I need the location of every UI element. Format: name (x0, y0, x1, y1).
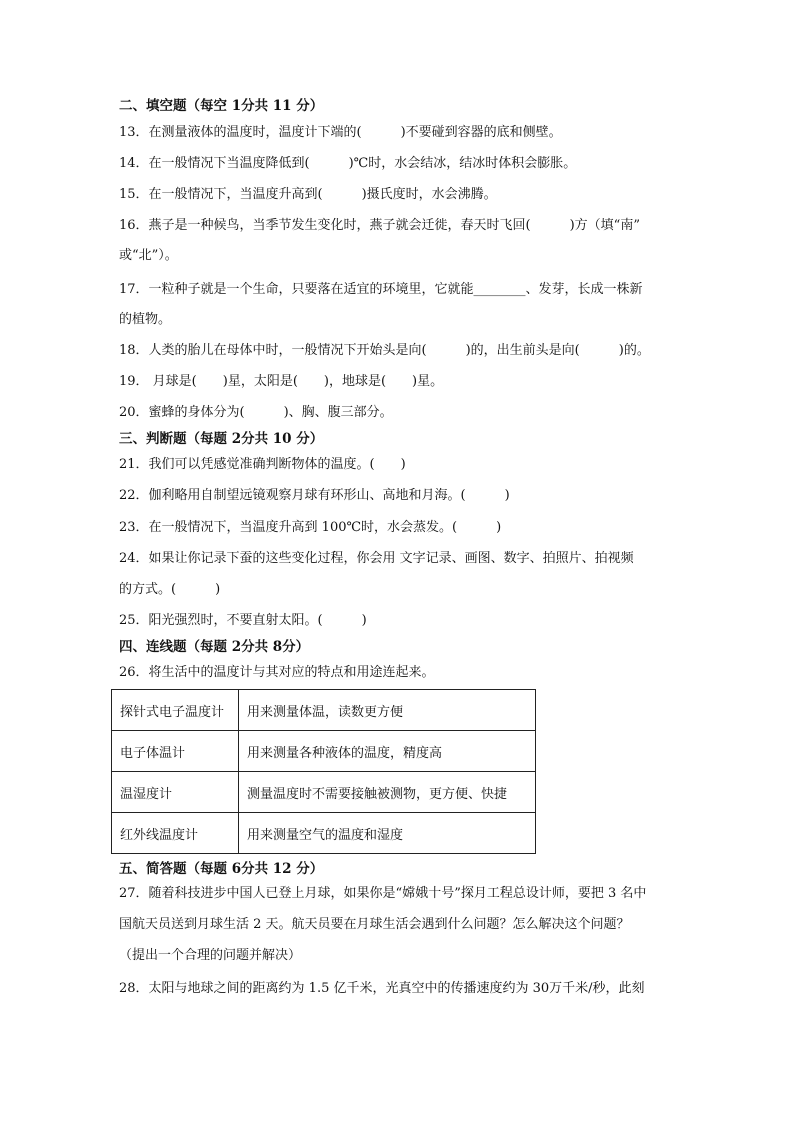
question-24-line1: 24．如果让你记录下蚕的这些变化过程，你会用 文字记录、画图、数字、拍照片、拍视频 (119, 551, 634, 566)
thermometer-name: 温湿度计 (112, 772, 239, 813)
section-heading-matching: 四、连线题（每题 2分共 8分） (119, 639, 310, 655)
question-17-line2: 的植物。 (119, 312, 172, 327)
question-23: 23．在一般情况下，当温度升高到 100℃时，水会蒸发。( ) (119, 520, 502, 535)
question-17-line1: 17．一粒种子就是一个生命，只要落在适宜的环境里，它就能________、发芽，长成一株新 (119, 282, 643, 297)
question-15: 15．在一般情况下，当温度升高到( )摄氏度时，水会沸腾。 (119, 187, 497, 202)
table-row (112, 731, 536, 772)
question-22: 22．伽利略用自制望远镜观察月球有环形山、高地和月海。( ) (119, 488, 510, 503)
section-heading-fill-blank: 二、填空题（每空 1分共 11 分） (119, 98, 324, 114)
thermometer-use: 用来测量体温，读数更方便 (239, 690, 536, 731)
question-27-line2: 国航天员送到月球生活 2 天。航天员要在月球生活会遇到什么问题？怎么解决这个问题？ (119, 917, 630, 932)
thermometer-use: 用来测量各种液体的温度，精度高 (239, 731, 536, 772)
thermometer-use: 用来测量空气的温度和湿度 (239, 813, 536, 854)
question-13: 13．在测量液体的温度时，温度计下端的( )不要碰到容器的底和侧壁。 (119, 125, 562, 140)
thermometer-use: 测量温度时不需要接触被测物，更方便、快捷 (239, 772, 536, 813)
question-16-line2: 或“北”）。 (119, 248, 178, 263)
question-18: 18．人类的胎儿在母体中时，一般情况下开始头是向( )的，出生前头是向( )的。 (119, 343, 650, 358)
question-16-line1: 16．燕子是一种候鸟，当季节发生变化时，燕子就会迁徙，春天时飞回( )方（填“南” (119, 218, 640, 233)
table-row (112, 690, 536, 731)
question-24-line2: 的方式。( ) (119, 582, 221, 597)
matching-table (111, 689, 536, 854)
table-row (112, 772, 536, 813)
section-heading-true-false: 三、判断题（每题 2分共 10 分） (119, 431, 324, 447)
question-28-line1: 28．太阳与地球之间的距离约为 1.5 亿千米，光真空中的传播速度约为 30万千米/秒，此刻 (119, 981, 645, 996)
question-19: 19． 月球是( )星，太阳是( )，地球是( )星。 (119, 374, 444, 389)
question-25: 25．阳光强烈时，不要直射太阳。( ) (119, 613, 367, 628)
section-heading-short-answer: 五、简答题（每题 6分共 12 分） (119, 861, 324, 877)
thermometer-name: 红外线温度计 (112, 813, 239, 854)
question-27-line1: 27．随着科技进步中国人已登上月球，如果你是“嫦娥十号”探月工程总设计师，要把 3 名中 (119, 886, 647, 901)
question-21: 21．我们可以凭感觉准确判断物体的温度。( ) (119, 457, 406, 472)
question-27-line3: （提出一个合理的问题并解决） (119, 948, 302, 963)
table-row (112, 813, 536, 854)
thermometer-name: 探针式电子温度计 (112, 690, 239, 731)
question-20: 20．蜜蜂的身体分为( )、胸、腹三部分。 (119, 405, 393, 420)
question-14: 14．在一般情况下当温度降低到( )℃时，水会结冰，结冰时体积会膨胀。 (119, 156, 577, 171)
question-26: 26．将生活中的温度计与其对应的特点和用途连起来。 (119, 665, 435, 680)
thermometer-name: 电子体温计 (112, 731, 239, 772)
